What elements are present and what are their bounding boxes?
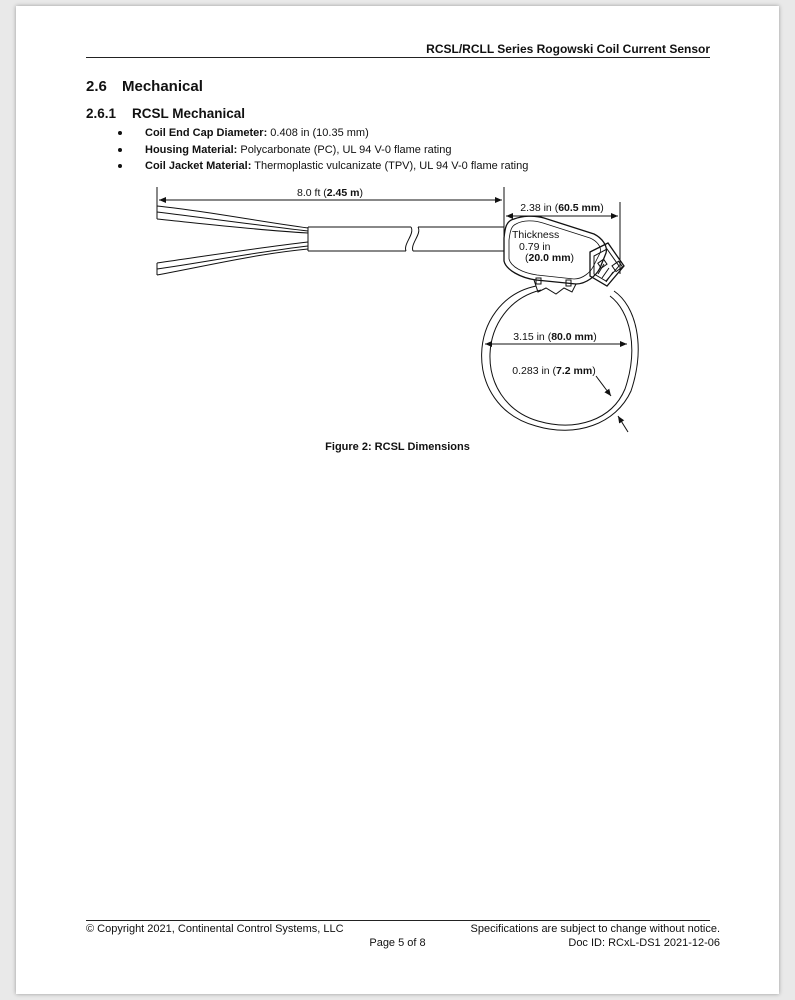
rogowski-coil-loop (482, 286, 639, 430)
footer-rule (86, 920, 710, 921)
list-item (120, 158, 528, 175)
cable-jacket (308, 227, 504, 251)
bullet-label: Coil Jacket Material: (145, 160, 252, 172)
figure-caption: Figure 2: RCSL Dimensions (325, 441, 470, 453)
bullet-text: Polycarbonate (PC), UL 94 V-0 flame rating (237, 143, 452, 156)
bullet-text: Thermoplastic vulcanizate (TPV), UL 94 V-0 flame rating (251, 160, 529, 172)
header-rule (86, 57, 710, 58)
coil-diameter-leader-inner (596, 376, 611, 396)
wire-leads (157, 206, 308, 275)
footer-doc-id: Doc ID: RCxL-DS1 2021-12-06 (568, 937, 720, 949)
bullet-icon (118, 148, 122, 152)
section-number: 2.6 (86, 78, 107, 95)
section-title: Mechanical (122, 78, 203, 95)
coil-diameter-label: 0.283 in (7.2 mm) (512, 365, 596, 377)
inner-diameter-label: 3.15 in (80.0 mm) (513, 331, 597, 343)
housing-width-label: 2.38 in (60.5 mm) (520, 202, 604, 214)
thickness-label: Thickness (512, 229, 560, 241)
footer-copyright: © Copyright 2021, Continental Control Systems, LLC (86, 923, 344, 935)
running-header-title: RCSL/RCLL Series Rogowski Coil Current Sensor (426, 42, 710, 56)
list-item (120, 125, 528, 142)
spec-bullet-list (120, 125, 528, 175)
thickness-inches: 0.79 in (519, 241, 551, 253)
footer-page-number: Page 5 of 8 (369, 937, 426, 949)
bullet-text: 0.408 in (10.35 mm) (267, 127, 369, 139)
subsection-title: RCSL Mechanical (132, 106, 246, 121)
bullet-icon (118, 164, 122, 168)
footer-disclaimer: Specifications are subject to change without notice. (470, 923, 720, 935)
cable-length-label: 8.0 ft (2.45 m) (297, 187, 363, 199)
subsection-heading (86, 106, 245, 121)
coil-diameter-leader-outer (618, 416, 628, 432)
bullet-icon (118, 131, 122, 135)
section-heading (86, 78, 203, 95)
document-page (16, 6, 779, 994)
list-item (120, 142, 528, 159)
rcsl-dimensions-drawing (16, 182, 779, 442)
bullet-label: Housing Material: (145, 143, 238, 156)
bullet-label: Coil End Cap Diameter: (145, 127, 268, 139)
coil-end-connector (590, 243, 624, 286)
thickness-mm: (20.0 mm) (525, 252, 575, 264)
subsection-number: 2.6.1 (86, 106, 117, 121)
